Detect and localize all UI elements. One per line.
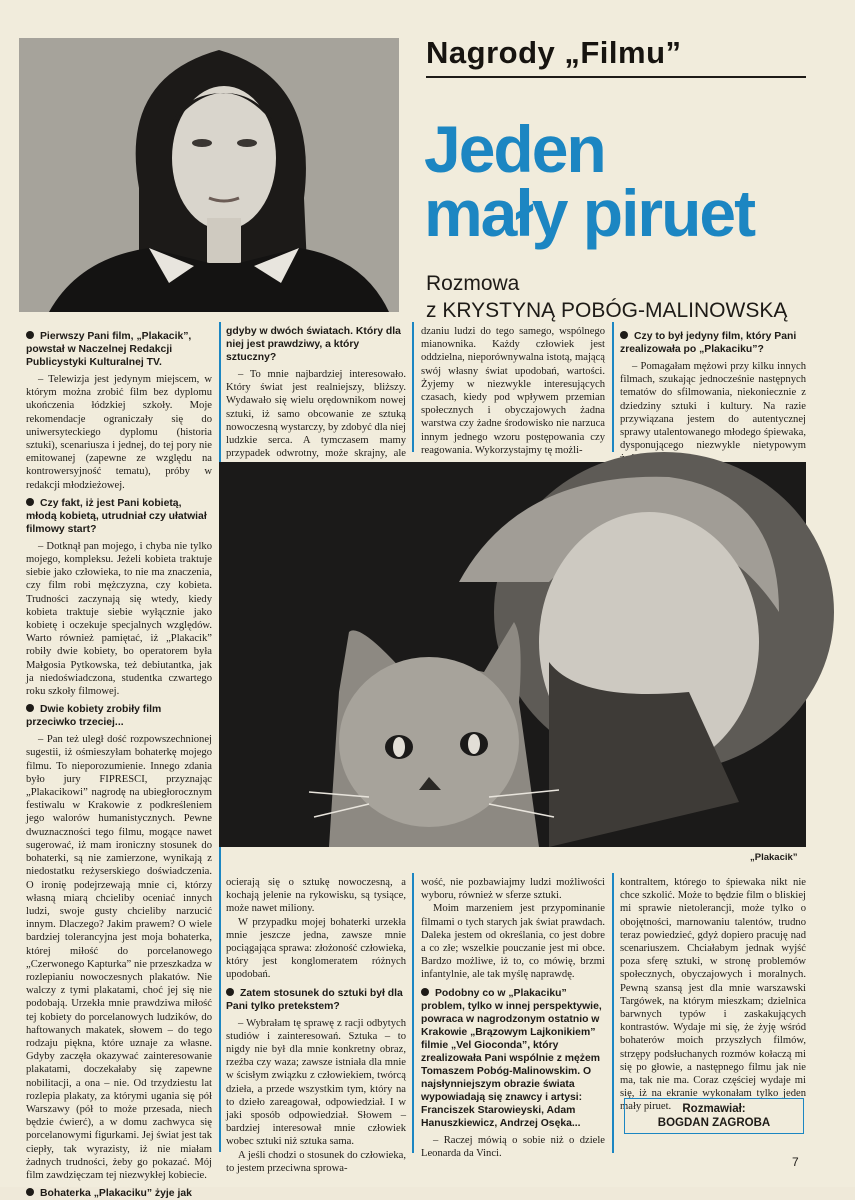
photo-caption: „Plakacik” — [750, 852, 798, 863]
answer-paragraph: A jeśli chodzi o stosunek do człowieka, to jestem przeciwna sprowa- — [226, 1149, 406, 1174]
answer-paragraph: dzaniu ludzi do tego samego, wspólnego mianownika. Każdy człowiek jest oddzielna, nieporównywalna istotą, mającą swój własny świat upodobań, wartości. Żyjemy w niezwykle interesujących czasach, kiedy pod wpływem przemian społecznych i obyczajowych żadna warstwa czy żadne środowisko nie narzuca innym jednego wzoru postępowania czy reagowania. Wykorzystajmy tę możli- — [421, 326, 605, 456]
text-column-3-bottom — [421, 876, 605, 1159]
answer-paragraph: wość, nie pozbawiajmy ludzi możliwości wyboru, również w sferze sztuki. — [421, 877, 605, 902]
answer-paragraph: – Dotknął pan mojego, i chyba nie tylko mojego, kompleksu. Jeżeli kobieta traktuje siebie jako człowieka, to nie ma znaczenia, czy film robi mężczyzna, czy kobieta. Trudności zaczynają się wtedy, kiedy kobieta traktuje siebie wyłącznie jako kobietę i oczekuje specjalnych względów. Warto również pamiętać, iż „Plakacik” robiły dwie kobiety, bo operatorem była Małgosia Pytkowska, też debiutantka, jak ja niedoświadczona, studentka czwartego roku szkoły filmowej. — [26, 540, 212, 698]
bullet-icon — [226, 988, 234, 996]
text-column-2-top — [226, 325, 406, 460]
text-column-1 — [26, 325, 212, 1200]
text-column-4-top — [620, 325, 806, 453]
interviewer-box — [624, 1098, 804, 1134]
question-text: Czy fakt, iż jest Pani kobietą, młodą kobietą, utrudniał czy ułatwiał filmowy start? — [26, 497, 207, 535]
article-title-line1: Jeden — [424, 112, 605, 186]
bullet-icon — [26, 331, 34, 339]
interview-question — [620, 330, 806, 356]
portrait-photo — [19, 38, 399, 312]
question-text: Podobny co w „Plakaciku” problem, tylko w innej perspektywie, powraca w nagrodzonym ostatnio w Krakowie „Brązowym Lajkonikiem” filmie „Vel Gioconda”, który zrealizowała Pani wspólnie z mężem Tomaszem Pobóg-Malinowskim. O najsłynniejszym obrazie świata wypowiadają się znawcy i artysi: Franciszek Starowieyski, Adam Hanuszkiewicz, Andrzej Osęka... — [421, 987, 602, 1129]
interview-question — [26, 497, 212, 536]
question-text: Bohaterka „Plakaciku” żyje jak — [40, 1188, 192, 1200]
subtitle-line2: z KRYSTYNĄ POBÓG-MALINOWSKĄ — [426, 299, 788, 322]
bullet-icon — [620, 331, 628, 339]
article-title-line2: mały piruet — [424, 176, 755, 250]
interviewer-name: BOGDAN ZAGROBA — [657, 1117, 771, 1129]
portrait-photo-illustration — [19, 38, 399, 312]
answer-paragraph: W przypadku mojej bohaterki urzekła mnie jeszcze jedna, zawsze mnie pociągająca sprawa: złożoność człowieka, który jest konglomeratem różnych upodobań. — [226, 916, 406, 981]
interview-question — [26, 1187, 212, 1200]
bullet-icon — [26, 498, 34, 506]
subtitle-line1: Rozmowa — [426, 272, 520, 295]
question-text: Zatem stosunek do sztuki był dla Pani tylko pretekstem? — [226, 987, 403, 1012]
interviewer-label: Rozmawiał: — [682, 1103, 746, 1115]
interview-question: gdyby w dwóch światach. Który dla niej jest prawdziwy, a który sztuczny? — [226, 326, 401, 363]
column-divider — [612, 322, 614, 452]
column-divider — [612, 873, 614, 1153]
kicker-rule — [426, 76, 806, 78]
interview-question — [26, 703, 212, 729]
answer-paragraph: – Pomagałam mężowi przy kilku innych filmach, szukając jednocześnie następnych tematów do sfilmowania, niekoniecznie z dziedziny sztuki i kultury. Na razie przywiązana jestem do autentycznej sprawy utalentowanego młodego śpiewaka, dysponującego niezwykle nietypowym — [620, 361, 806, 452]
interview-question — [421, 987, 605, 1130]
answer-paragraph: Moim marzeniem jest przypominanie filmami o tych starych jak świat prawdach. Daleka jestem od określania, co jest dobre a co złe; wszelkie pouczanie jest mi obce. Bardzo możliwe, iż to, co mówię, brzmi infantylnie, ale tak myślę naprawdę. — [421, 903, 605, 981]
question-text: Dwie kobiety zrobiły film przeciwko trzeciej... — [26, 704, 162, 729]
text-column-3-top — [421, 325, 605, 456]
bullet-icon — [421, 988, 429, 996]
section-kicker: Nagrody „Filmu” — [426, 35, 682, 70]
cat-photo — [219, 462, 806, 847]
question-text: Pierwszy Pani film, „Plakacik”, powstał w Naczelnej Redakcji Publicystyki Kulturalnej TV. — [26, 331, 192, 368]
column-divider — [412, 322, 414, 452]
answer-paragraph: – Raczej mówią o sobie niż o dziele Leonarda da Vinci. — [421, 1134, 605, 1159]
answer-paragraph: – Telewizja jest jedynym miejscem, w którym można zrobić film bez dyplomu ukończenia łódzkiej szkoły. Moje rekomendacje ograniczały się do uniwersyteckiego dyplomu (historia sztuki), scenariusza i jednej, do tej pory nie emitowanej (zapewne ze względu na kontrowersyjność tematu), próby w redakcji młodzieżowej. — [26, 374, 212, 491]
text-column-2-bottom — [226, 876, 406, 1174]
answer-paragraph: ocierają się o sztukę nowoczesną, a kochają jelenie na rykowisku, są tysiące, może nawet miliony. — [226, 877, 406, 915]
question-text: Czy to był jedyny film, który Pani zrealizowała po „Plakaciku”? — [620, 331, 797, 355]
interview-question — [26, 330, 212, 369]
page-number: 7 — [792, 1155, 799, 1169]
bullet-icon — [26, 704, 34, 712]
answer-paragraph: – Wybrałam tę sprawę z racji odbytych studiów i zainteresowań. Sztuka – to nigdy nie był dla mnie konkretny obraz, rzeźba czy waza; zawsze istniała dla mnie w ścisłym związku z człowiekiem, twórcą dzieła, a przede wszystkim tym, który na to dzieło zareagował, odpowiedział. I w jaki sposób odpowiedział. Słowem – bardziej interesował mnie człowiek wobec sztuki niż sztuka sama. — [226, 1017, 406, 1148]
column-divider — [412, 873, 414, 1153]
interview-question — [226, 987, 406, 1013]
cat-photo-illustration — [219, 462, 806, 847]
answer-paragraph: – To mnie najbardziej interesowało. Który świat jest realniejszy, bliższy. Wydawało się wielu orędownikom nowej sztuki, iż samo obcowanie ze sztuką nowoczesną wystarczy, by zdobyć dla niej ludzkie serca. A tymczasem mamy przypadek odwrotny, może skrajny, ale — [226, 369, 406, 460]
answer-paragraph: kontraltem, którego to śpiewaka nikt nie chce szkolić. Może to będzie film o bliskiej mi sprawie nietolerancji, może tylko o obojętności, marnowaniu talentów, trudno teraz powiedzieć, gdyż dopiero pracuję nad scenariuszem. Chciałabym jednak wyjść poza sferę sztuki, w stronę problemów społecznych, obyczajowych i moralnych. Pewną szansą jest dla mnie warszawski Targówek, na którym mieszkam; dzielnica barwnych typów i zaskakujących kontrastów. Wydaje mi się, że żyję wśród bohaterów moich przyszłych filmów, strzępy podsłuchanych rozmów kołaczą mi się po głowie, a następnego filmu jak nie ma, tak nie ma. Coraz częściej wydaje mi się, iż na ekranie wykonałam tylko jeden mały piruet. — [620, 877, 806, 1113]
bullet-icon — [26, 1188, 34, 1196]
answer-paragraph: – Pan też uległ dość rozpowszechnionej sugestii, iż ośmieszyłam bohaterkę mojego filmu. To nieporozumienie. Innego zdania było jury FIPRESCI, przyznając „Plakacikowi” nagrodę na ubiegłorocznym festiwalu w Krakowie z podkreśleniem jego walorów humanistycznych. Pewne dwuznaczności tego filmu, mogące nawet sugerować, iż mam ironiczny stosunek do bohaterki, są nie zamierzone, wynikają z niedostatku reżyserskiego doświadczenia. O ironię podejrzewają mnie ci, którzy własną miarą chcieliby oceniać innych ludzi, swoje gusty chcieliby narzucić innym. Dlaczego? Jakim prawem? O wiele bardziej tolerancyjna jest moja bohaterka, której miłość do porcelanowego „Czerwonego Kapturka” nie przeszkadza w rozlepianiu nowoczesnych plakatów. Nie walczy z tymi plakatami, choć jej się nie podobają. Urzekła mnie prawdziwa miłość tej kobiety do porcelanowych ludzików, do haftowanych makatek, słowem – do tego rodzaju piękna, które uznaje za własne. Gdyby zaczęła okazywać zainteresowanie plakatami, doczekałaby się zapewne nobilitacji, a ona – nie. Od trzydziestu lat rozlepia plakaty, za którymi ugania się pół Warszawy (pół to może przesada, niech będzie ćwierć), a w domu zachwyca się porcelanowymi figurkami. Jej świat jest tak ciepły, tak wyrazisty, iż nie miałam żadnych trudności, żeby go pokazać. Mój film zawdzięczam tej niezwykłej kobiecie. — [26, 734, 212, 1181]
